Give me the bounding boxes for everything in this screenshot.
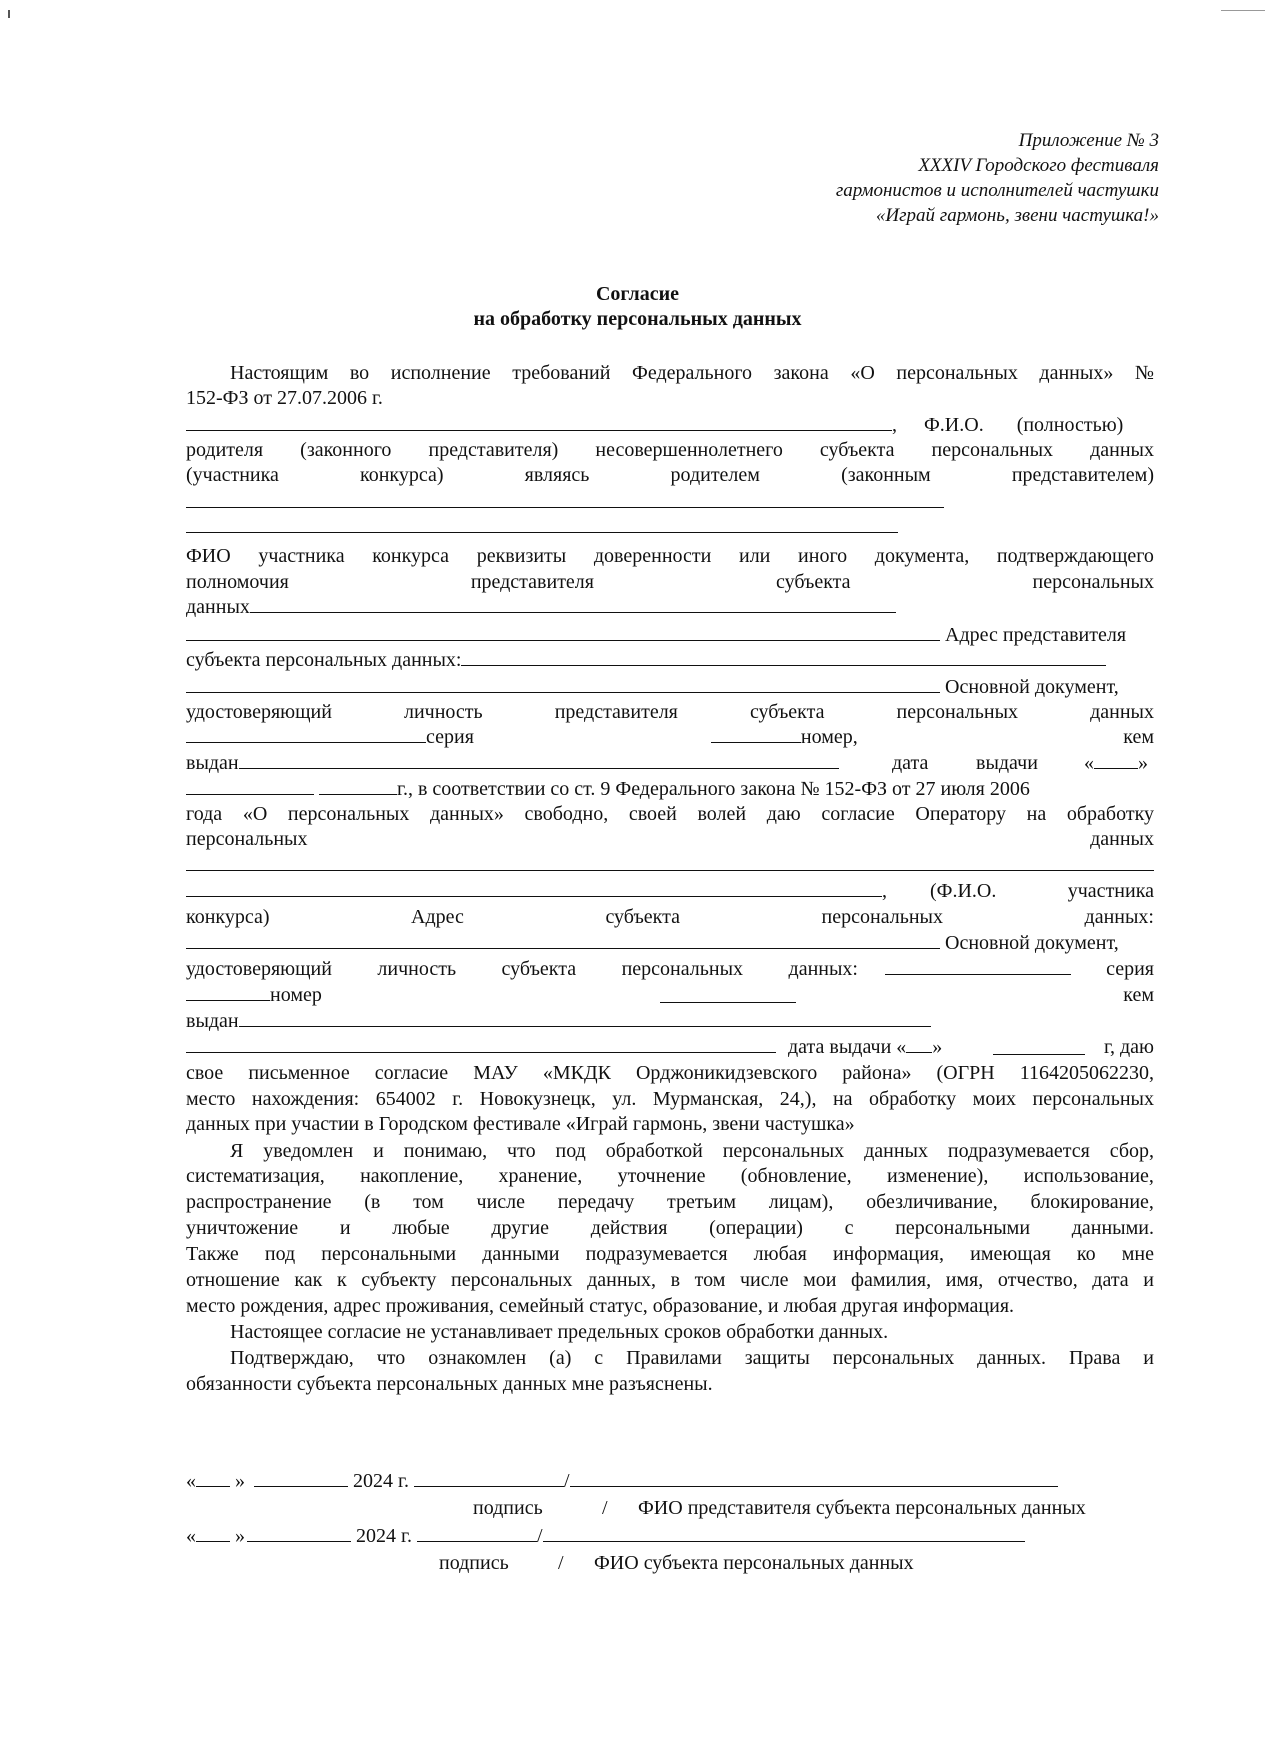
- body-word: персональных: [1032, 571, 1154, 593]
- body-word: (законным: [841, 464, 931, 486]
- body-line: место рождения, адрес проживания, семейный статус, образование, и любая другая информация.: [186, 1295, 1015, 1317]
- body-line: [186, 412, 1154, 438]
- body-word: персональных: [821, 906, 943, 928]
- participant-field-2[interactable]: [186, 514, 898, 533]
- body-word: распространение: [186, 1191, 332, 1213]
- body-word: накопление,: [360, 1165, 464, 1187]
- body-text: дата: [892, 752, 929, 774]
- body-text: Адрес представителя: [945, 624, 1127, 646]
- body-text: Основной документ,: [945, 676, 1119, 698]
- signature-field[interactable]: [414, 1468, 564, 1487]
- signature-line-rep: [186, 1468, 1154, 1494]
- body-word: документа,: [874, 545, 970, 567]
- body-line: [186, 1215, 1154, 1241]
- body-line: [186, 1008, 1154, 1034]
- body-word: систематизация,: [186, 1165, 325, 1187]
- body-word: любая: [753, 1243, 807, 1265]
- body-text: свое письменное согласие МАУ «МКДК Орджоникидзевского района» (ОГРН 1164205062230,: [186, 1062, 1154, 1084]
- body-word: конкурса: [372, 545, 450, 567]
- body-word: другие: [491, 1217, 550, 1239]
- rep-name-field[interactable]: [570, 1468, 1058, 1487]
- body-word: (законного: [300, 439, 392, 461]
- body-text: серия: [426, 726, 474, 748]
- subject-issued-by-field-2[interactable]: [186, 1034, 776, 1053]
- body-word: Адрес: [411, 906, 464, 928]
- body-word: обезличивание,: [866, 1191, 998, 1213]
- subject-issued-by-field[interactable]: [239, 1008, 931, 1027]
- body-text: подпись: [473, 1497, 543, 1519]
- body-line: [186, 1189, 1154, 1215]
- body-word: доверенности: [593, 545, 712, 567]
- body-word: данных:: [788, 958, 858, 980]
- body-word: ФИО: [186, 545, 231, 567]
- rep-doc-field[interactable]: [186, 674, 940, 693]
- body-word: числе: [476, 1191, 526, 1213]
- body-word: иного: [798, 545, 848, 567]
- body-text: »: [235, 1470, 245, 1492]
- body-word: являясь: [524, 464, 590, 486]
- body-line: [186, 930, 1154, 956]
- body-line: [186, 801, 1154, 827]
- rep-series-field[interactable]: [186, 724, 426, 743]
- body-line: [186, 1060, 1154, 1086]
- body-line: [186, 1163, 1154, 1189]
- body-text: номер: [270, 984, 322, 1006]
- sign-day-field-2[interactable]: [196, 1523, 230, 1542]
- body-word: информация,: [832, 1243, 945, 1265]
- body-word: (операции): [709, 1217, 803, 1239]
- annex-line: «Играй гармонь, звени частушка!»: [875, 205, 1159, 226]
- body-line: [186, 724, 1154, 750]
- signature-field-2[interactable]: [417, 1523, 537, 1542]
- body-line: [186, 489, 1154, 515]
- subject-name-field[interactable]: [543, 1523, 1025, 1542]
- body-word: данных:: [1084, 906, 1154, 928]
- body-word: конкурса): [186, 906, 270, 928]
- body-word: представителя: [554, 701, 678, 723]
- body-word: уничтожение: [186, 1217, 299, 1239]
- rep-number-field[interactable]: [711, 724, 801, 743]
- body-line: [186, 1034, 1154, 1060]
- body-line: Настоящее согласие не устанавливает предельных сроков обработки данных.: [230, 1321, 889, 1343]
- body-word: родителя: [186, 439, 264, 461]
- body-line: [186, 878, 1154, 904]
- body-line: [186, 956, 1154, 982]
- body-word: уточнение: [617, 1165, 706, 1187]
- body-text: отношение как к субъекту персональных данных, в том числе мои фамилия, имя, отчество, дата и: [186, 1269, 1154, 1291]
- body-text: субъекта персональных данных:: [186, 649, 462, 671]
- body-word: субъекта: [775, 571, 851, 593]
- body-text: участника: [1067, 880, 1154, 902]
- scan-mark: [1221, 10, 1265, 11]
- body-text: серия: [1106, 958, 1154, 980]
- body-word: том: [413, 1191, 444, 1213]
- body-text: дата выдачи «: [788, 1036, 907, 1058]
- body-text: [186, 956, 858, 982]
- sign-day-field[interactable]: [196, 1468, 230, 1487]
- body-word: участника: [258, 545, 345, 567]
- body-word: данными.: [1071, 1217, 1154, 1239]
- subject-doc-field[interactable]: [885, 956, 1071, 975]
- body-word: изменение),: [886, 1165, 989, 1187]
- body-word: или: [739, 545, 771, 567]
- subject-number-field[interactable]: [660, 984, 796, 1003]
- body-word: личность: [377, 958, 457, 980]
- body-line: данных при участии в Городском фестивале «Играй гармонь, звени частушка»: [186, 1113, 855, 1135]
- fio-parent-field[interactable]: [186, 412, 892, 431]
- body-text: Подтверждаю, что ознакомлен (а) с Правилами защиты персональных данных. Права и: [230, 1347, 1154, 1369]
- rep-issue-month-field[interactable]: [186, 776, 314, 795]
- body-word: удостоверяющий: [186, 701, 332, 723]
- signature-caption-rep: [186, 1495, 1154, 1521]
- body-text: Я уведомлен и понимаю, что под обработкой персональных данных подразумевается сбор,: [230, 1140, 1154, 1162]
- body-line: [186, 514, 1154, 540]
- body-text: /: [563, 1470, 570, 1492]
- body-line: [186, 647, 1154, 673]
- body-text: /: [536, 1525, 543, 1547]
- body-text: Настоящим во исполнение требований Федерального закона «О персональных данных» №: [230, 362, 1154, 384]
- body-word: подразумевается: [585, 1243, 728, 1265]
- personal-data-field[interactable]: [186, 852, 1154, 871]
- body-text: /: [602, 1497, 608, 1519]
- sign-month-field[interactable]: [254, 1468, 348, 1487]
- rep-issue-year-field[interactable]: [319, 776, 397, 795]
- body-line: [186, 750, 1154, 776]
- body-text: выдан: [186, 1010, 239, 1032]
- authority-doc-field[interactable]: [250, 594, 896, 613]
- rep-issue-day-field[interactable]: [1094, 750, 1138, 769]
- scan-mark: [8, 10, 10, 18]
- body-line: [186, 462, 1154, 488]
- body-word: Также: [186, 1243, 239, 1265]
- body-text: «: [186, 1470, 196, 1492]
- body-word: ко: [1076, 1243, 1096, 1265]
- body-line: [186, 826, 1154, 852]
- document-title: Согласие: [595, 283, 679, 305]
- body-word: персональных: [621, 958, 744, 980]
- body-text: кем: [1123, 984, 1154, 1006]
- body-word: конкурса): [360, 464, 444, 486]
- body-word: несовершеннолетнего: [595, 439, 783, 461]
- body-word: субъекта: [749, 701, 825, 723]
- body-word: блокирование,: [1030, 1191, 1154, 1213]
- body-line: [186, 852, 1154, 878]
- body-line: [186, 982, 1154, 1008]
- body-text: кем: [1123, 726, 1154, 748]
- body-word: (участника: [186, 464, 279, 486]
- body-word: реквизиты: [476, 545, 567, 567]
- body-word: полномочия: [186, 571, 289, 593]
- rep-address-field-2[interactable]: [461, 647, 1106, 666]
- body-word: мне: [1121, 1243, 1154, 1265]
- body-text: ,: [892, 414, 897, 436]
- body-text: подпись: [439, 1552, 509, 1574]
- body-word: данными: [482, 1243, 560, 1265]
- body-word: субъекта: [819, 439, 895, 461]
- body-line: [186, 622, 1154, 648]
- participant-fio-field[interactable]: [186, 878, 882, 897]
- body-text: года «О персональных данных» свободно, своей волей даю согласие Оператору на обработку: [186, 803, 1154, 825]
- body-text: ФИО представителя субъекта персональных данных: [638, 1497, 1086, 1519]
- body-word: персональными: [321, 1243, 457, 1265]
- body-text: выдачи: [976, 752, 1038, 774]
- body-text: (полностью): [1016, 414, 1124, 436]
- body-line: [186, 674, 1154, 700]
- participant-field[interactable]: [186, 489, 944, 508]
- body-word: и: [339, 1217, 351, 1239]
- body-line: [186, 776, 1154, 802]
- subject-address-field[interactable]: [186, 930, 940, 949]
- subject-issue-day-field[interactable]: [906, 1034, 932, 1053]
- body-line: [186, 594, 1154, 620]
- body-line: обязанности субъекта персональных данных мне разъяснены.: [186, 1373, 713, 1395]
- body-line: [186, 1267, 1154, 1293]
- body-word: персональных: [931, 439, 1054, 461]
- body-word: третьим: [666, 1191, 737, 1213]
- sign-month-field-2[interactable]: [247, 1523, 351, 1542]
- body-word: субъекта: [501, 958, 577, 980]
- annex-line: Приложение № 3: [1018, 130, 1159, 151]
- body-word: хранение,: [498, 1165, 583, 1187]
- body-line: [186, 360, 1154, 386]
- body-text: Основной документ,: [945, 932, 1119, 954]
- body-word: субъекта: [605, 906, 680, 928]
- body-line: [186, 1086, 1154, 1112]
- body-text: «: [186, 1525, 196, 1547]
- signature-line-subject: [186, 1523, 1154, 1549]
- body-text: »: [235, 1525, 245, 1547]
- body-word: лицам),: [768, 1191, 834, 1213]
- body-text: »: [932, 1036, 943, 1058]
- body-line: [186, 1345, 1154, 1371]
- subject-series-field[interactable]: [186, 982, 270, 1001]
- body-word: родителем: [670, 464, 760, 486]
- body-word: под: [264, 1243, 296, 1265]
- body-word: имеющая: [970, 1243, 1051, 1265]
- signature-caption-subject: [186, 1550, 1154, 1576]
- body-text: ФИО субъекта персональных данных: [594, 1552, 914, 1574]
- body-word: представителя: [470, 571, 594, 593]
- body-word: действия: [590, 1217, 668, 1239]
- body-word: данных: [1090, 439, 1154, 461]
- body-line: [186, 543, 1154, 569]
- body-word: подтверждающего: [996, 545, 1154, 567]
- body-word: использование,: [1023, 1165, 1154, 1187]
- body-text: место нахождения: 654002 г. Новокузнецк, ул. Мурманская, 24,), на обработку моих персональных: [186, 1088, 1154, 1110]
- body-word: представителем): [1011, 464, 1154, 486]
- annex-line: гармонистов и исполнителей частушки: [835, 180, 1159, 201]
- body-word: представителя): [428, 439, 559, 461]
- body-text: ,: [882, 880, 887, 902]
- body-line: [186, 437, 1154, 463]
- rep-issued-by-field[interactable]: [239, 750, 839, 769]
- body-text: 2024 г.: [353, 1470, 409, 1492]
- body-text: /: [558, 1552, 564, 1574]
- body-word: передачу: [557, 1191, 635, 1213]
- body-word: личность: [403, 701, 483, 723]
- body-line: [186, 1138, 1154, 1164]
- body-line: [186, 1241, 1154, 1267]
- body-word: персональных: [896, 701, 1019, 723]
- body-text: г., в соответствии со ст. 9 Федерального закона № 152-ФЗ от 27 июля 2006: [397, 778, 1030, 800]
- body-line: [186, 904, 1154, 930]
- body-line: [186, 569, 1154, 595]
- body-text: 2024 г.: [356, 1525, 412, 1547]
- body-text: (Ф.И.О.: [930, 880, 997, 902]
- body-line: [186, 699, 1154, 725]
- annex-header: [836, 128, 1159, 228]
- annex-line: XXXIV Городского фестиваля: [918, 155, 1159, 176]
- body-text: данных: [186, 596, 250, 618]
- body-line: 152-ФЗ от 27.07.2006 г.: [186, 387, 383, 409]
- body-word: персональными: [895, 1217, 1031, 1239]
- document-subtitle: на обработку персональных данных: [473, 308, 802, 330]
- body-text: Ф.И.О.: [924, 414, 984, 436]
- rep-address-field[interactable]: [186, 622, 940, 641]
- body-text: данных: [1090, 828, 1154, 850]
- body-word: данных: [1090, 701, 1154, 723]
- body-text: г, даю: [1104, 1036, 1154, 1058]
- body-word: (обновление,: [740, 1165, 852, 1187]
- body-word: любые: [392, 1217, 450, 1239]
- body-text: « »: [1084, 752, 1148, 774]
- body-word: с: [844, 1217, 854, 1239]
- subject-issue-year-field[interactable]: [993, 1036, 1085, 1055]
- body-word: (в: [364, 1191, 381, 1213]
- body-text: выдан: [186, 752, 239, 774]
- body-text: персональных: [186, 828, 308, 850]
- body-text: номер,: [800, 726, 858, 748]
- body-word: удостоверяющий: [186, 958, 332, 980]
